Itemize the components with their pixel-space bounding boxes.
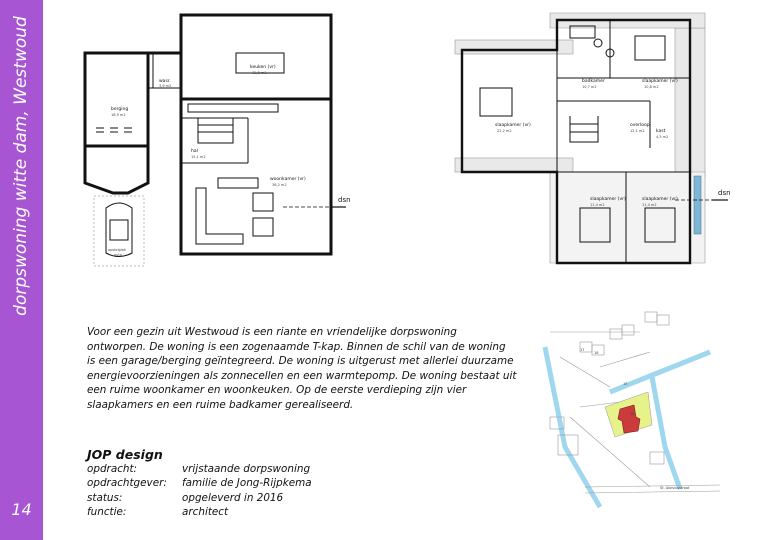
fact-row (87, 491, 312, 505)
room-area: 15,1 m2 (191, 155, 206, 159)
room-label: slaapkamer (vr) (642, 79, 678, 84)
room-area: 3,9 m2 (159, 84, 172, 88)
fact-row (87, 476, 312, 490)
plot-number: 18 (594, 351, 599, 355)
room-label: kast (656, 129, 666, 134)
project-title: dorpswoning witte dam, Westwoud (11, 16, 31, 316)
room-label: badkamer (582, 79, 605, 84)
street-label: St. Aloisiusstraat (660, 486, 690, 490)
room-label: woonkamer (vr) (270, 177, 306, 182)
canal (652, 377, 680, 489)
room-area: 12,1 m2 (630, 129, 645, 133)
room-area: 11,4 m2 (590, 203, 605, 207)
section-label: dsn (718, 189, 731, 197)
fact-row (87, 505, 312, 519)
room-label: slaapkamer (vr) (495, 123, 531, 128)
room-label: berging (111, 107, 129, 112)
page-number: 14 (11, 500, 32, 519)
room-label: hal (191, 149, 198, 154)
room-area: 10,7 m2 (582, 85, 597, 89)
canal (610, 352, 710, 392)
fact-key: opdracht: (87, 463, 138, 475)
site-map (540, 307, 720, 521)
fact-value: architect (182, 506, 229, 519)
fact-key: functie: (87, 506, 127, 519)
room-area: 11,4 m2 (642, 203, 657, 207)
room-label: keuken (vr) (250, 65, 276, 70)
firm-name: JOP design (87, 447, 163, 462)
room-area: 32,8 m2 (252, 71, 267, 75)
room-label: opstelplek (108, 248, 127, 252)
room-area: 4,5 m2 (656, 135, 669, 139)
room-label: slaapkamer (vr) (642, 197, 678, 202)
section-label: dsn (338, 196, 351, 204)
ground-floor-plan (58, 8, 358, 273)
fact-value: vrijstaande dorpswoning (182, 463, 311, 475)
fact-row (87, 462, 312, 476)
fact-value: familie de Jong-Rijpkema (182, 477, 312, 490)
room-area: auto (114, 253, 122, 257)
sidebar-band (0, 0, 43, 540)
project-description: Voor een gezin uit Westwoud is een riante en vriendelijke dorpswoning ontworpen. De woning is een zogenaamde T-kap. Binnen de schil van de woning is een garage/berging geïntegreerd. De woning is uitgerust met allerlei duurzame energievoorzieningen als zonnecellen en een warmtepomp. De woning bestaat uit een ruime woonkamer en woonkeuken. Op de eerste verdieping zijn vier slaapkamers en een ruime badkamer gerealiseerd. (87, 326, 517, 411)
plot-number: 17 (580, 348, 585, 352)
fact-key: status: (87, 491, 123, 504)
room-area: 36,2 m2 (272, 183, 287, 187)
first-floor-plan (450, 8, 760, 273)
room-label: wasr. (159, 79, 171, 84)
plot-number: 15 (623, 382, 628, 386)
canal (545, 347, 600, 507)
room-label: overloop (630, 123, 650, 128)
project-facts (87, 462, 312, 520)
room-label: slaapkamer (vr) (590, 197, 626, 202)
plot-number: 16 (630, 412, 635, 416)
room-area: 18,9 m2 (111, 113, 126, 117)
fact-value: opgeleverd in 2016 (182, 491, 284, 504)
fact-key: opdrachtgever: (87, 477, 167, 490)
room-area: 22,2 m2 (497, 129, 512, 133)
room-area: 10,8 m2 (644, 85, 659, 89)
